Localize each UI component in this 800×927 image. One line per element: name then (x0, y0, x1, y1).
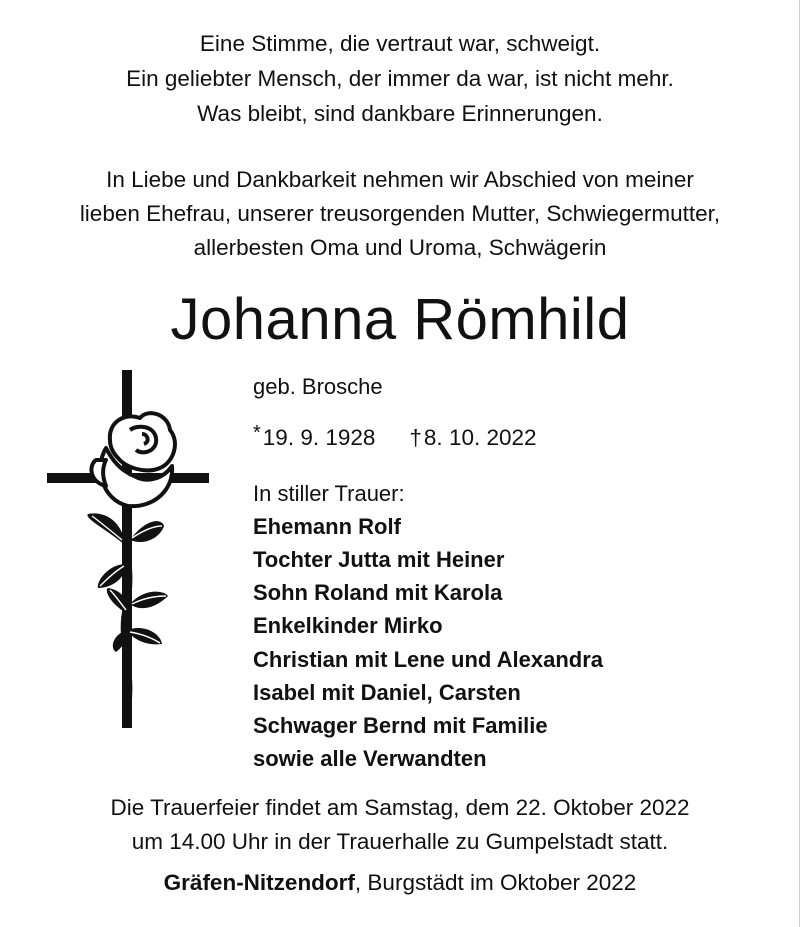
farewell-line-2: lieben Ehefrau, unserer treusorgenden Mutter, Schwiegermutter, (79, 201, 721, 226)
mourner-5: Christian mit Lene und Alexandra (253, 647, 604, 672)
mourner-8: sowie alle Verwandten (253, 746, 487, 771)
birth-star-icon: * (253, 422, 261, 444)
deceased-name: Johanna Römhild (170, 287, 630, 352)
intro-line-2: Ein geliebter Mensch, der immer da war, ist nicht mehr. (126, 66, 674, 91)
intro-line-3: Was bleibt, sind dankbare Erinnerungen. (197, 101, 603, 126)
maiden-name: geb. Brosche (253, 374, 383, 399)
birth-date: 19. 9. 1928 (262, 425, 376, 450)
funeral-line-2: um 14.00 Uhr in der Trauerhalle zu Gumpelstadt statt. (131, 829, 669, 854)
footer-place: Gräfen-Nitzendorf (163, 870, 355, 895)
intro-line-1: Eine Stimme, die vertraut war, schweigt. (199, 31, 601, 56)
footer-line (0, 866, 800, 900)
funeral-line-1: Die Trauerfeier findet am Samstag, dem 22. Oktober 2022 (110, 795, 690, 820)
mourner-3: Sohn Roland mit Karola (253, 580, 503, 605)
mourner-1: Ehemann Rolf (253, 514, 401, 539)
mourners-heading: In stiller Trauer: (253, 481, 405, 506)
mourner-2: Tochter Jutta mit Heiner (253, 547, 505, 572)
mourner-7: Schwager Bernd mit Familie (253, 713, 548, 738)
mourner-6: Isabel mit Daniel, Carsten (253, 680, 521, 705)
mourner-4: Enkelkinder Mirko (253, 613, 443, 638)
death-date: 8. 10. 2022 (423, 425, 537, 450)
farewell-line-3: allerbesten Oma und Uroma, Schwägerin (193, 235, 607, 260)
farewell-line-1: In Liebe und Dankbarkeit nehmen wir Abschied von meiner (106, 167, 694, 192)
cross-with-rose-icon (44, 368, 212, 730)
life-dates (253, 418, 537, 453)
death-dagger-icon: † (409, 425, 422, 450)
footer-rest: , Burgstädt im Oktober 2022 (354, 870, 637, 895)
